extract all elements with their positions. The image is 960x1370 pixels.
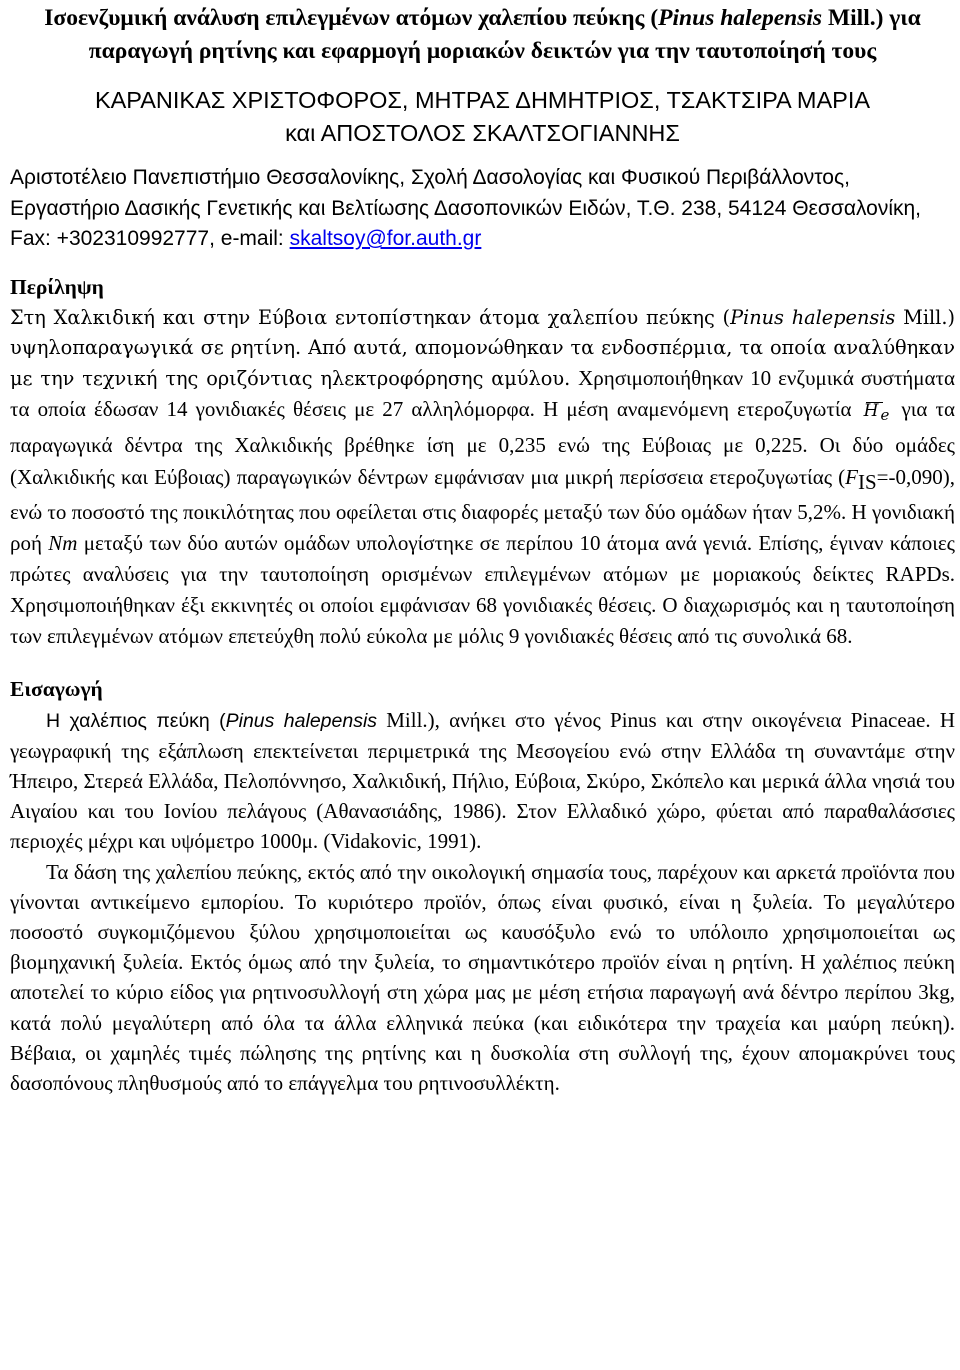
affiliation-text: Αριστοτέλειο Πανεπιστήμιο Θεσσαλονίκης, Σχολή Δασολογίας και Φυσικού Περιβάλλοντος, Εργαστήριο Δασικής Γενετικής και Βελτίωσης Δασοπονικών Ειδών, Τ.Θ. 238, 54124 Θεσσαλονίκη, Fax: +302310992777, e-mail: <box>10 166 922 250</box>
intro-paragraph-2: Τα δάση της χαλεπίου πεύκης, εκτός από την οικολογική σημασία τους, παρέχουν και αρκετά προϊόντα που γίνονται αντικείμενο εμπορίου. Το κυριότερο προϊόν, όπως είναι φυσικό, είναι η ξυλεία. Το μεγαλύτερο ποσοστό συγκομιζόμενου ξύλου χρησιμοποιείται ως καυσόξυλο ενώ το υπόλοιπο χρησιμοποιείται ως βιομηχανική ξυλεία. Εκτός όμως από την ξυλεία, το σημαντικότερο προϊόν είναι η ρητίνη. Η χαλέπιος πεύκη αποτελεί το κύριο είδος για ρητινοσυλλογή στη χώρα μας με μέση ετήσια παραγωγή ανά δέντρο περίπου 3kg, κατά πολύ μεγαλύτερη από όλα τα άλλα ελληνικά πεύκα (και ειδικότερα την τραχεία και μαύρη πεύκη). Βέβαια, οι χαμηλές τιμές πώλησης της ρητίνης και η δυσκολία στη συλλογή της, έχουν απομακρύνει τους δασοπόνους πληθυσμούς από το επάγγελμα του ρητινοσυλλέκτη. <box>10 859 955 1096</box>
abstract-text: Στη Χαλκιδική και στην Εύβοια εντοπίστηκαν άτομα χαλεπίου πεύκης ( <box>10 305 731 329</box>
paper-page <box>10 0 955 1098</box>
fis-subscript: IS <box>857 469 877 494</box>
intro-text: Η χαλέπιος πεύκη ( <box>46 709 226 732</box>
abstract-species: Pinus halepensis <box>730 305 896 329</box>
title-species: Pinus halepensis <box>658 5 823 31</box>
title-text-1: Ισοενζυμική ανάλυση επιλεγμένων ατόμων χαλεπίου πεύκης ( <box>44 5 659 31</box>
email-link[interactable]: skaltsoy@for.auth.gr <box>289 227 482 250</box>
abstract-text: μεταξύ των δύο αυτών ομάδων υπολογίστηκε σε περίπου 10 άτομα ανά γενιά. Επίσης, έγιναν κάποιες πρώτες αναλύσεις για την ταυτοποίηση ορισμένων επιλεγμένων ατόμων με μοριακούς δείκτες RAPDs. Χρησιμοποιήθηκαν έξι εκκινητές οι οποίοι εμφάνισαν 68 γονιδιακές θέσεις. Ο διαχωρισμός και η ταυτοποίηση των επιλεγμένων ατόμων επετεύχθη πολύ εύκολα με μόλις 9 γονιδιακές θέσεις από τις συνολικά 68. <box>10 530 956 649</box>
intro-species: Pinus halepensis <box>225 709 378 732</box>
nm-symbol: Nm <box>48 530 78 555</box>
abstract-heading: Περίληψη <box>10 274 104 299</box>
abstract-text: Mill.) υψηλοπαραγωγικά σε ρητίνη. Από αυτά, απομονώθηκαν τα ενδοσπέρμια, τα οποία αναλύθηκαν με την τεχνική της οριζόντιας ηλεκτροφόρησης αμύλου. <box>10 305 955 390</box>
abstract-text: =-0,090), ενώ το ποσοστό της ποικιλότητας που οφείλεται στις διαφορές μεταξύ των δύο ομάδων ήταν 5,2%. Η γονιδιακή ροή <box>10 464 955 555</box>
abstract-text: για τα παραγωγικά δέντρα της Χαλκιδικής βρέθηκε ίση με 0,235 ενώ της Εύβοιας με 0,225. Οι δύο ομάδες (Χαλκιδικής και Εύβοιας) παραγωγικών δέντρων εμφάνισαν μια μικρή περίσσεια ετεροζυγωτίας ( <box>10 397 955 489</box>
authors-line-2: και ΑΠΟΣΤΟΛΟΣ ΣΚΑΛΤΣΟΓΙΑΝΝΗΣ <box>285 120 680 146</box>
abstract-paragraph <box>10 303 955 653</box>
he-letter: H <box>863 401 879 422</box>
author-list <box>10 84 955 150</box>
fis-letter: F <box>845 464 858 489</box>
title-text-2: Mill.) για παραγωγή ρητίνης και εφαρμογή μοριακών δεικτών για την ταυτοποίησή τους <box>88 5 921 64</box>
he-subscript: e <box>880 406 890 425</box>
introduction-heading: Εισαγωγή <box>10 676 103 701</box>
abstract-text: Χρησιμοποιήθηκαν 10 ενζυμικά συστήματα τα οποία έδωσαν 14 γονιδιακές θέσεις με 27 αλληλόμορφα. Η μέση αναμενόμενη ετεροζυγωτία <box>10 365 955 422</box>
authors-line-1: ΚΑΡΑΝΙΚΑΣ ΧΡΙΣΤΟΦΟΡΟΣ, ΜΗΤΡΑΣ ΔΗΜΗΤΡΙΟΣ, ΤΣΑΚΤΣΙΡΑ ΜΑΡΙΑ <box>94 87 871 113</box>
mean-heterozygosity-symbol <box>860 401 894 425</box>
overline <box>866 402 884 403</box>
affiliation <box>10 163 955 255</box>
paper-title <box>10 0 955 68</box>
intro-paragraph-1 <box>10 705 955 857</box>
intro-text: Mill.), ανήκει στο γένος Pinus και στην οικογένεια Pinaceae. Η γεωγραφική της εξάπλωση επεκτείνεται περιμετρικά της Μεσογείου ενώ στην Ελλάδα τη συναντάμε στην Ήπειρο, Στερεά Ελλάδα, Πελοπόννησο, Χαλκιδική, Πήλιο, Εύβοια, Σκύρο, Σκόπελο και μερικά άλλα νησιά του Αιγαίου και του Ιονίου πελάγους (Αθανασιάδης, 1986). Στον Ελλαδικό χώρο, φύεται από παραθαλάσσιες περιοχές μέχρι και υψόμετρο 1000μ. (Vidakovic, 1991). <box>10 707 955 854</box>
